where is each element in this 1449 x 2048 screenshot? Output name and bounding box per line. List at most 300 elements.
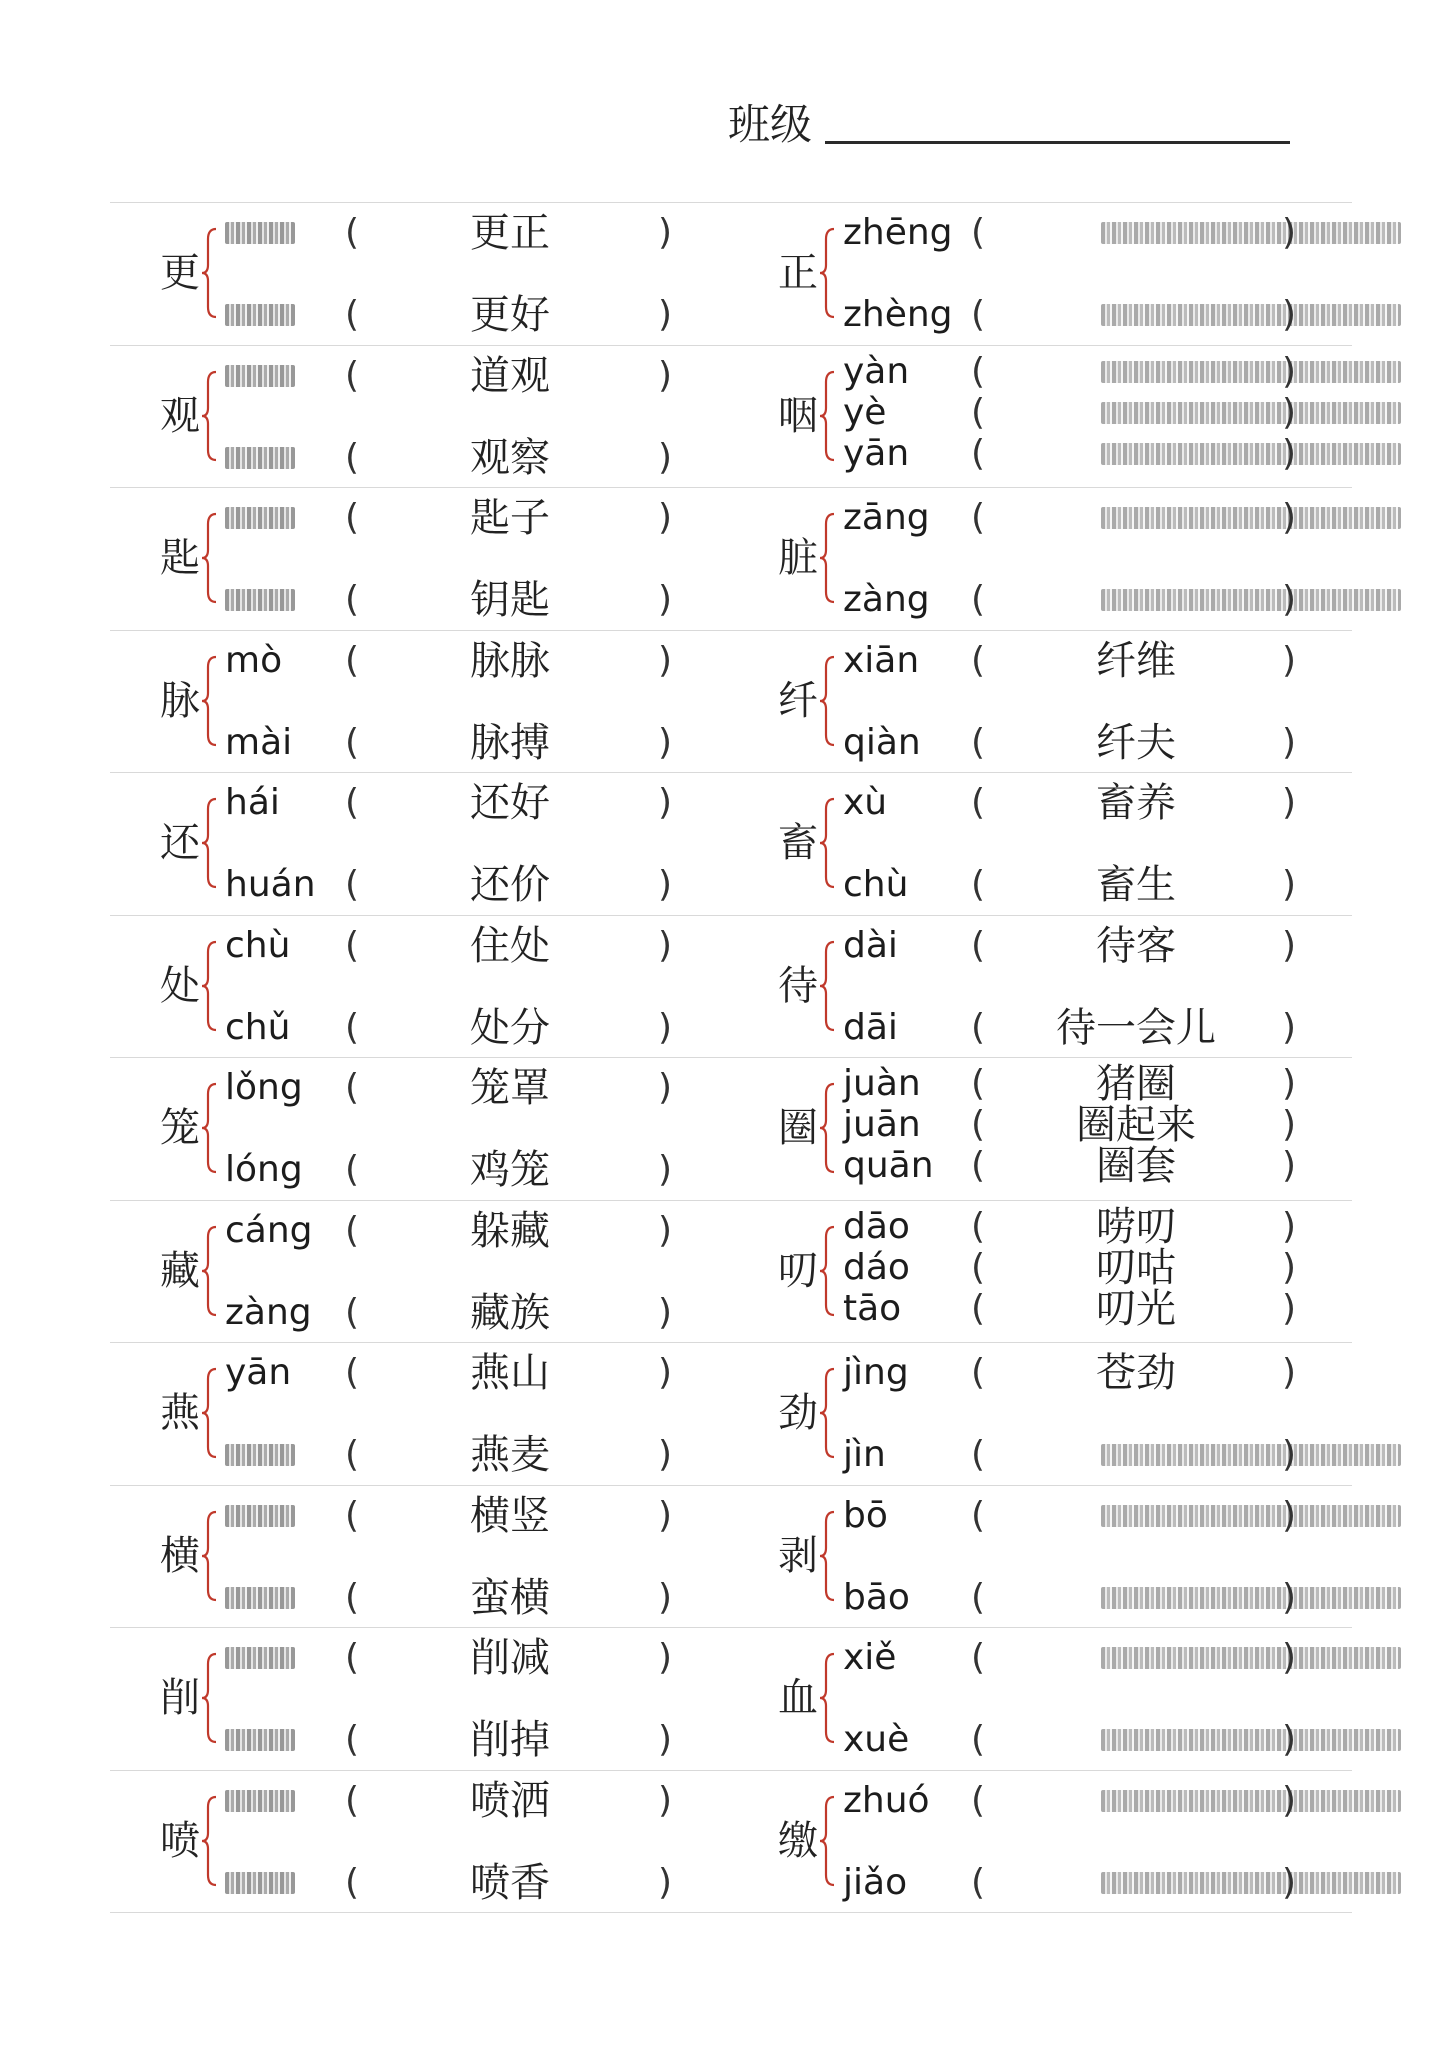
- reading-line: [732, 1004, 1352, 1052]
- polyphone-table: [110, 202, 1352, 1913]
- pinyin-reading: zàng: [225, 1291, 312, 1333]
- pinyin-answer-blank[interactable]: [225, 1872, 295, 1894]
- open-paren: (: [345, 1291, 360, 1333]
- table-row: [110, 1627, 1352, 1770]
- pinyin-reading: chǔ: [225, 1006, 291, 1048]
- reading-line: [110, 922, 730, 970]
- close-paren: ): [1282, 782, 1297, 823]
- reading-line: [110, 861, 730, 909]
- reading-line: [110, 576, 730, 624]
- reading-line: [110, 779, 730, 827]
- close-paren: ): [658, 1576, 673, 1618]
- close-paren: ): [658, 579, 673, 620]
- open-paren: (: [345, 1006, 360, 1048]
- open-paren: (: [345, 436, 360, 478]
- pinyin-reading: tāo: [843, 1287, 902, 1329]
- close-paren: ): [1282, 579, 1297, 620]
- pinyin-reading: bō: [843, 1494, 888, 1536]
- polyphone-character: 藏: [160, 1247, 200, 1294]
- polyphone-entry-left: [110, 1486, 730, 1628]
- open-paren: (: [971, 864, 986, 905]
- reading-line: [110, 209, 730, 257]
- close-paren: ): [658, 1719, 673, 1760]
- close-paren: ): [1282, 350, 1297, 392]
- reading-line: [110, 1574, 730, 1622]
- open-paren: (: [345, 924, 360, 966]
- polyphone-entry-left: [110, 1058, 730, 1200]
- open-paren: (: [345, 782, 360, 823]
- polyphone-entry-left: [110, 1628, 730, 1770]
- close-paren: ): [1282, 432, 1297, 474]
- open-paren: (: [345, 1209, 360, 1251]
- open-paren: (: [345, 1494, 360, 1536]
- reading-line: [732, 494, 1352, 542]
- example-word: 圈套: [1096, 1143, 1176, 1189]
- example-word: 藏族: [470, 1289, 550, 1336]
- close-paren: ): [658, 639, 673, 681]
- close-paren: ): [658, 1861, 673, 1903]
- reading-line: [732, 779, 1352, 827]
- open-paren: (: [345, 497, 360, 538]
- polyphone-entry-left: [110, 203, 730, 345]
- example-word: 更正: [470, 210, 550, 256]
- open-paren: (: [345, 212, 360, 253]
- close-paren: ): [658, 1149, 673, 1190]
- example-word: 待客: [1096, 922, 1176, 969]
- close-paren: ): [1282, 1434, 1297, 1475]
- pinyin-reading: hái: [225, 782, 280, 823]
- example-word: 猪圈: [1096, 1061, 1176, 1107]
- reading-line: [110, 719, 730, 767]
- open-paren: (: [971, 1145, 986, 1186]
- class-name-blank[interactable]: [825, 141, 1290, 144]
- reading-line: [732, 922, 1352, 970]
- close-paren: ): [658, 1637, 673, 1678]
- polyphone-character: 待: [778, 962, 818, 1009]
- open-paren: (: [971, 579, 986, 620]
- table-row: [110, 1057, 1352, 1200]
- example-word: 横竖: [470, 1492, 550, 1539]
- polyphone-entry-left: [110, 346, 730, 488]
- reading-line: [110, 291, 730, 339]
- reading-line: [732, 1142, 1352, 1190]
- close-paren: ): [1282, 721, 1297, 763]
- open-paren: (: [971, 639, 986, 681]
- pinyin-reading: huán: [225, 864, 316, 905]
- polyphone-entry-left: [110, 1343, 730, 1485]
- reading-line: [732, 1859, 1352, 1907]
- pinyin-answer-blank[interactable]: [225, 1587, 295, 1609]
- pinyin-reading: mài: [225, 721, 293, 763]
- open-paren: (: [345, 1434, 360, 1475]
- open-paren: (: [971, 1104, 986, 1145]
- pinyin-reading: zhēng: [843, 212, 953, 253]
- polyphone-entry-left: [110, 488, 730, 630]
- open-paren: (: [971, 1861, 986, 1903]
- reading-line: [110, 1004, 730, 1052]
- polyphone-entry-right: [732, 773, 1352, 915]
- polyphone-character: 处: [160, 962, 200, 1009]
- close-paren: ): [658, 1352, 673, 1393]
- close-paren: ): [658, 924, 673, 966]
- pinyin-answer-blank[interactable]: [225, 507, 295, 529]
- example-word: 住处: [470, 922, 550, 969]
- close-paren: ): [1282, 1861, 1297, 1903]
- pinyin-answer-blank[interactable]: [225, 1444, 295, 1466]
- reading-line: [110, 1207, 730, 1255]
- polyphone-character: 还: [160, 820, 200, 866]
- example-word: 喷香: [470, 1859, 550, 1906]
- pinyin-reading: quān: [843, 1145, 934, 1186]
- pinyin-answer-blank[interactable]: [225, 1647, 295, 1669]
- example-word: 圈起来: [1076, 1102, 1196, 1148]
- example-word: 蛮横: [470, 1574, 550, 1621]
- open-paren: (: [971, 1576, 986, 1618]
- reading-line: [732, 637, 1352, 685]
- example-word: 道观: [470, 352, 550, 399]
- polyphone-entry-right: [732, 203, 1352, 345]
- word-answer-blank[interactable]: [1101, 402, 1401, 424]
- pinyin-answer-blank[interactable]: [225, 1790, 295, 1812]
- close-paren: ): [658, 294, 673, 335]
- example-word: 匙子: [470, 495, 550, 541]
- pinyin-reading: yān: [843, 432, 910, 474]
- open-paren: (: [971, 391, 986, 433]
- reading-line: [110, 1349, 730, 1397]
- polyphone-entry-left: [110, 1771, 730, 1913]
- pinyin-answer-blank[interactable]: [225, 1505, 295, 1527]
- example-word: 削减: [470, 1635, 550, 1681]
- word-answer-blank[interactable]: [1101, 507, 1401, 529]
- example-word: 处分: [470, 1004, 550, 1051]
- open-paren: (: [971, 924, 986, 966]
- word-answer-blank[interactable]: [1101, 361, 1401, 383]
- example-word: 削掉: [470, 1717, 550, 1763]
- reading-line: [110, 434, 730, 482]
- pinyin-reading: lóng: [225, 1149, 303, 1190]
- polyphone-entry-right: [732, 1771, 1352, 1913]
- table-row: [110, 345, 1352, 488]
- pinyin-reading: zhèng: [843, 294, 953, 335]
- table-row: [110, 1342, 1352, 1485]
- pinyin-reading: lǒng: [225, 1067, 303, 1108]
- close-paren: ): [658, 212, 673, 253]
- close-paren: ): [1282, 391, 1297, 433]
- reading-line: [732, 1492, 1352, 1540]
- example-word: 观察: [470, 434, 550, 481]
- example-word: 脉搏: [470, 719, 550, 766]
- pinyin-reading: yè: [843, 391, 887, 433]
- polyphone-entry-right: [732, 1343, 1352, 1485]
- open-paren: (: [345, 1352, 360, 1393]
- close-paren: ): [1282, 1246, 1297, 1288]
- open-paren: (: [345, 864, 360, 905]
- close-paren: ): [1282, 1063, 1297, 1104]
- open-paren: (: [345, 1719, 360, 1760]
- pinyin-answer-blank[interactable]: [225, 365, 295, 387]
- close-paren: ): [1282, 1205, 1297, 1247]
- open-paren: (: [345, 1149, 360, 1190]
- pinyin-reading: zhuó: [843, 1779, 930, 1821]
- example-word: 还好: [470, 780, 550, 826]
- reading-line: [110, 637, 730, 685]
- example-word: 畜养: [1096, 780, 1176, 826]
- reading-line: [732, 719, 1352, 767]
- open-paren: (: [345, 1576, 360, 1618]
- pinyin-reading: dāi: [843, 1006, 898, 1048]
- example-word: 还价: [470, 862, 550, 908]
- reading-line: [110, 1064, 730, 1112]
- table-row: [110, 915, 1352, 1058]
- reading-line: [110, 1777, 730, 1825]
- close-paren: ): [1282, 924, 1297, 966]
- word-answer-blank[interactable]: [1101, 304, 1401, 326]
- reading-line: [110, 1289, 730, 1337]
- open-paren: (: [971, 721, 986, 763]
- close-paren: ): [1282, 1719, 1297, 1760]
- example-word: 唠叨: [1096, 1203, 1176, 1250]
- example-word: 燕麦: [470, 1432, 550, 1478]
- close-paren: ): [1282, 1494, 1297, 1536]
- pinyin-reading: dāo: [843, 1205, 910, 1247]
- pinyin-reading: jiǎo: [843, 1861, 908, 1903]
- polyphone-character: 纤: [778, 677, 818, 724]
- polyphone-character: 燕: [160, 1390, 200, 1436]
- example-word: 纤维: [1096, 637, 1176, 684]
- close-paren: ): [658, 1291, 673, 1333]
- close-paren: ): [658, 1006, 673, 1048]
- reading-line: [110, 1859, 730, 1907]
- reading-line: [110, 1431, 730, 1479]
- open-paren: (: [971, 1287, 986, 1329]
- pinyin-reading: chù: [225, 924, 291, 966]
- reading-line: [732, 1349, 1352, 1397]
- example-word: 苍劲: [1096, 1350, 1176, 1396]
- table-row: [110, 1770, 1352, 1914]
- pinyin-answer-blank[interactable]: [225, 304, 295, 326]
- close-paren: ): [1282, 1576, 1297, 1618]
- close-paren: ): [658, 497, 673, 538]
- example-word: 躲藏: [470, 1207, 550, 1254]
- reading-line: [732, 291, 1352, 339]
- pinyin-answer-blank[interactable]: [225, 447, 295, 469]
- reading-line: [732, 1716, 1352, 1764]
- close-paren: ): [1282, 864, 1297, 905]
- pinyin-answer-blank[interactable]: [225, 1729, 295, 1751]
- reading-line: [732, 430, 1352, 478]
- open-paren: (: [971, 432, 986, 474]
- example-word: 钥匙: [470, 577, 550, 623]
- close-paren: ): [658, 1494, 673, 1536]
- pinyin-reading: yān: [225, 1352, 292, 1393]
- polyphone-character: 更: [160, 250, 200, 296]
- word-answer-blank[interactable]: [1101, 1729, 1401, 1751]
- open-paren: (: [971, 1205, 986, 1247]
- open-paren: (: [345, 1637, 360, 1678]
- word-answer-blank[interactable]: [1101, 443, 1401, 465]
- polyphone-entry-right: [732, 1058, 1352, 1200]
- polyphone-character: 匙: [160, 535, 200, 581]
- polyphone-character: 正: [778, 250, 818, 296]
- polyphone-character: 咽: [778, 392, 818, 439]
- close-paren: ): [658, 354, 673, 396]
- polyphone-character: 横: [160, 1532, 200, 1579]
- pinyin-reading: juān: [843, 1104, 921, 1145]
- polyphone-entry-left: [110, 1201, 730, 1343]
- open-paren: (: [971, 1719, 986, 1760]
- polyphone-character: 笼: [160, 1105, 200, 1151]
- close-paren: ): [1282, 1352, 1297, 1393]
- class-label: 班级: [728, 100, 813, 149]
- open-paren: (: [345, 1779, 360, 1821]
- reading-line: [110, 494, 730, 542]
- polyphone-entry-left: [110, 773, 730, 915]
- close-paren: ): [658, 1779, 673, 1821]
- close-paren: ): [1282, 1006, 1297, 1048]
- pinyin-reading: bāo: [843, 1576, 910, 1618]
- reading-line: [732, 1634, 1352, 1682]
- open-paren: (: [345, 579, 360, 620]
- open-paren: (: [971, 1246, 986, 1288]
- close-paren: ): [658, 1434, 673, 1475]
- polyphone-entry-right: [732, 346, 1352, 488]
- example-word: 叨咕: [1096, 1244, 1176, 1291]
- close-paren: ): [658, 436, 673, 478]
- close-paren: ): [1282, 294, 1297, 335]
- polyphone-entry-left: [110, 631, 730, 773]
- example-word: 更好: [470, 292, 550, 338]
- table-row: [110, 487, 1352, 630]
- open-paren: (: [345, 639, 360, 681]
- example-word: 畜生: [1096, 862, 1176, 908]
- reading-line: [110, 1146, 730, 1194]
- word-answer-blank[interactable]: [1101, 222, 1401, 244]
- close-paren: ): [658, 721, 673, 763]
- polyphone-character: 圈: [778, 1105, 818, 1151]
- polyphone-entry-right: [732, 1486, 1352, 1628]
- pinyin-reading: dáo: [843, 1246, 910, 1288]
- open-paren: (: [971, 1434, 986, 1475]
- polyphone-character: 缴: [778, 1817, 818, 1864]
- close-paren: ): [1282, 497, 1297, 538]
- open-paren: (: [971, 782, 986, 823]
- pinyin-answer-blank[interactable]: [225, 222, 295, 244]
- open-paren: (: [971, 1779, 986, 1821]
- reading-line: [110, 352, 730, 400]
- pinyin-reading: cáng: [225, 1209, 313, 1251]
- close-paren: ): [1282, 1145, 1297, 1186]
- reading-line: [732, 576, 1352, 624]
- open-paren: (: [345, 1861, 360, 1903]
- close-paren: ): [1282, 212, 1297, 253]
- close-paren: ): [658, 864, 673, 905]
- example-word: 纤夫: [1096, 719, 1176, 766]
- pinyin-reading: zàng: [843, 579, 930, 620]
- polyphone-character: 叨: [778, 1247, 818, 1294]
- close-paren: ): [1282, 639, 1297, 681]
- example-word: 燕山: [470, 1350, 550, 1396]
- open-paren: (: [971, 1637, 986, 1678]
- polyphone-entry-right: [732, 488, 1352, 630]
- open-paren: (: [345, 294, 360, 335]
- word-answer-blank[interactable]: [1101, 1505, 1401, 1527]
- example-word: 鸡笼: [470, 1147, 550, 1193]
- table-row: [110, 202, 1352, 345]
- word-answer-blank[interactable]: [1101, 589, 1401, 611]
- reading-line: [732, 1431, 1352, 1479]
- reading-line: [732, 861, 1352, 909]
- close-paren: ): [658, 782, 673, 823]
- open-paren: (: [971, 1063, 986, 1104]
- polyphone-character: 削: [160, 1675, 200, 1721]
- pinyin-reading: jìn: [843, 1434, 886, 1475]
- open-paren: (: [345, 721, 360, 763]
- word-answer-blank[interactable]: [1101, 1444, 1401, 1466]
- close-paren: ): [658, 1209, 673, 1251]
- word-answer-blank[interactable]: [1101, 1647, 1401, 1669]
- close-paren: ): [1282, 1287, 1297, 1329]
- close-paren: ): [1282, 1104, 1297, 1145]
- example-word: 笼罩: [470, 1065, 550, 1111]
- pinyin-reading: xiān: [843, 639, 920, 681]
- open-paren: (: [971, 1352, 986, 1393]
- reading-line: [732, 1285, 1352, 1333]
- reading-line: [110, 1492, 730, 1540]
- open-paren: (: [971, 1494, 986, 1536]
- word-answer-blank[interactable]: [1101, 1587, 1401, 1609]
- polyphone-entry-right: [732, 916, 1352, 1058]
- pinyin-reading: xù: [843, 782, 888, 823]
- close-paren: ): [658, 1067, 673, 1108]
- word-answer-blank[interactable]: [1101, 1790, 1401, 1812]
- polyphone-character: 剥: [778, 1532, 818, 1579]
- open-paren: (: [971, 1006, 986, 1048]
- polyphone-entry-right: [732, 1201, 1352, 1343]
- polyphone-character: 劲: [778, 1390, 818, 1436]
- reading-line: [732, 1777, 1352, 1825]
- table-row: [110, 772, 1352, 915]
- polyphone-character: 观: [160, 392, 200, 439]
- pinyin-reading: mò: [225, 639, 283, 681]
- open-paren: (: [345, 1067, 360, 1108]
- polyphone-character: 脉: [160, 677, 200, 724]
- pinyin-reading: jìng: [843, 1352, 909, 1393]
- reading-line: [110, 1634, 730, 1682]
- pinyin-answer-blank[interactable]: [225, 589, 295, 611]
- open-paren: (: [971, 350, 986, 392]
- reading-line: [732, 209, 1352, 257]
- polyphone-entry-right: [732, 1628, 1352, 1770]
- pinyin-reading: xiě: [843, 1637, 897, 1678]
- pinyin-reading: yàn: [843, 350, 910, 392]
- example-word: 脉脉: [470, 637, 550, 684]
- open-paren: (: [971, 294, 986, 335]
- polyphone-character: 畜: [778, 820, 818, 866]
- open-paren: (: [345, 354, 360, 396]
- pinyin-reading: chù: [843, 864, 909, 905]
- pinyin-reading: zāng: [843, 497, 930, 538]
- example-word: 叨光: [1096, 1285, 1176, 1332]
- polyphone-character: 血: [778, 1675, 818, 1721]
- word-answer-blank[interactable]: [1101, 1872, 1401, 1894]
- table-row: [110, 1485, 1352, 1628]
- close-paren: ): [1282, 1779, 1297, 1821]
- polyphone-entry-right: [732, 631, 1352, 773]
- table-row: [110, 630, 1352, 773]
- pinyin-reading: juàn: [843, 1063, 921, 1104]
- reading-line: [732, 1574, 1352, 1622]
- polyphone-entry-left: [110, 916, 730, 1058]
